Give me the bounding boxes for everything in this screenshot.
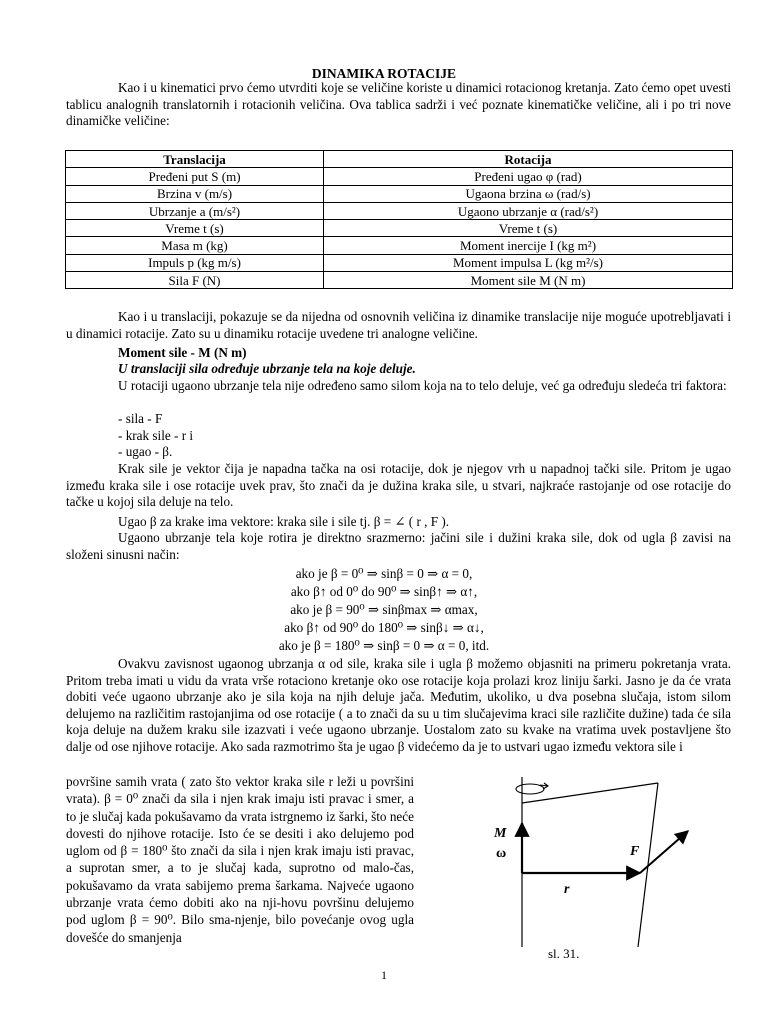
table-header-row	[66, 151, 733, 168]
header-rotation: Rotacija	[324, 151, 733, 168]
table-cell: Ugaono ubrzanje α (rad/s²)	[324, 202, 733, 219]
label-omega: ω	[496, 846, 507, 861]
equation-line: ako β↑ od 0⁰ do 90⁰ ⇒ sinβ↑ ⇒ α↑,	[290, 584, 478, 599]
door-outline	[522, 777, 658, 947]
paragraph-angle-def: Ugao β za krake ima vektore: kraka sile i sile tj. β = ∠ ( r , F ).	[118, 514, 450, 529]
table-cell: Masa m (kg)	[66, 237, 324, 254]
table-cell: Sila F (N)	[66, 272, 324, 289]
table-row	[66, 168, 733, 185]
page-title: DINAMIKA ROTACIJE	[311, 66, 457, 81]
paragraph-door-example: Ovakvu zavisnost ugaonog ubrzanja α od sile, kraka sile i ugla β možemo objasniti na primeru pokretanja vrata. Pritom treba imati u vidu da vrata vrše rotaciono kretanje oko ose rotacije koja prolazi kroz liniju šarki. Jasno je da će vrata dobiti veće ugaono ubrzanje ako je sila koja na njih deluje jača. Međutim, ukoliko, u dva posebna slučaja, istom silom delujemo na različitim rastojanjima od ose rotacije ( a to znači da su u tim slučajevima kraci sile različite dužine) tada će sila koja deluje na dužem kraku sile izazvati i veće ugaono ubrzanje. Uostalom zato su kvake na vratima uvek postavljene što dalje od ose njihove rotacije. Ako sada razmotrimo šta je ugao β videćemo da je to ustvari ugao između vektora sile i	[66, 656, 731, 754]
figure-caption: sl. 31.	[548, 946, 580, 961]
table-cell: Moment inercije I (kg m²)	[324, 237, 733, 254]
table-row	[66, 254, 733, 271]
header-translation: Translacija	[66, 151, 324, 168]
intro-paragraph: Kao i u kinematici prvo ćemo utvrditi koje se veličine koriste u dinamici rotacionog kretanja. Zato ćemo opet uvesti tablicu analognih translatornih i rotacionih veličina. Ova tablica sadrži i već poznate kinematičke veličine, ali i po tri nove dinamičke veličine:	[66, 80, 731, 128]
table-cell: Moment impulsa L (kg m²/s)	[324, 254, 733, 271]
label-r: r	[564, 882, 570, 897]
table-cell: Pređeni ugao φ (rad)	[324, 168, 733, 185]
equation-line: ako je β = 0⁰ ⇒ sinβ = 0 ⇒ α = 0,	[295, 566, 473, 581]
table-row	[66, 185, 733, 202]
equation-line: ako je β = 90⁰ ⇒ sinβmax ⇒ αmax,	[290, 602, 478, 617]
paragraph-lever-arm: Krak sile je vektor čija je napadna tačka na osi rotacije, dok je njegov vrh u napadnoj tački sile. Pritom je ugao između kraka sile i ose rotacije uvek prav, što znači da je dužina kraka sile, u stvari, najkraće rastojanje od ose rotacije do tačke u kojoj sila deluje na telo.	[66, 461, 731, 509]
table-cell: Pređeni put S (m)	[66, 168, 324, 185]
door-rotation-figure	[480, 775, 720, 965]
table-row	[66, 202, 733, 219]
page-number: 1	[381, 968, 387, 982]
table-cell: Ubrzanje a (m/s²)	[66, 202, 324, 219]
label-F: F	[630, 844, 640, 859]
table-row	[66, 272, 733, 289]
paragraph-translation: Kao i u translaciji, pokazuje se da nijedna od osnovnih veličina iz dinamike translacije nije moguće upotrebljavati i u dinamici rotacije. Zato su u dinamiku rotacije uvedene tri analogne veličine.	[66, 309, 731, 341]
table-row	[66, 220, 733, 237]
table-cell: Ugaona brzina ω (rad/s)	[324, 185, 733, 202]
equation-line: ako je β = 180⁰ ⇒ sinβ = 0 ⇒ α = 0, itd.	[278, 638, 490, 653]
table-cell: Moment sile M (N m)	[324, 272, 733, 289]
translation-rule: U translaciji sila određuje ubrzanje tela na koje deluje.	[118, 361, 416, 376]
factor-angle: - ugao - β.	[118, 444, 173, 459]
factor-force: - sila - F	[118, 411, 163, 426]
moment-heading: Moment sile - M (N m)	[118, 345, 247, 360]
force-vector	[640, 831, 688, 873]
paragraph-door-angles: površine samih vrata ( zato što vektor kraka sile r leži u površini vrata). β = 0⁰ znači da sila i njen krak imaju isti pravac i smer, a to je slučaj kada pokušavamo da vrata istrgnemo iz šarki, što neće dovesti do njihove rotacije. Isto će se desiti i ako delujemo pod uglom od β = 180⁰ što znači da sila i njen krak imaju isti pravac, a suprotan smer, a to je slučaj kada, suprotno od malo-čas, pokušavamo da vrata sabijemo prema šarkama. Najveće ugaono ubrzanje vrata ćemo dobiti ako na nji-hovu površinu delujemo pod uglom β = 90⁰. Bilo sma-njenje, bilo povećanje ovog ugla dovešće do smanjenja	[66, 774, 414, 945]
factor-arm: - krak sile - r i	[118, 428, 194, 443]
table-cell: Vreme t (s)	[66, 220, 324, 237]
table-row	[66, 237, 733, 254]
analogy-table	[65, 150, 733, 289]
table-cell: Vreme t (s)	[324, 220, 733, 237]
paragraph-proportionality: Ugaono ubrzanje tela koje rotira je direktno srazmerno: jačini sile i dužini kraka sile, dok od ugla β zavisi na složeni sinusni način:	[66, 530, 731, 562]
rotation-axis-icon	[516, 783, 548, 794]
equation-line: ako β↑ od 90⁰ do 180⁰ ⇒ sinβ↓ ⇒ α↓,	[284, 620, 484, 635]
label-M: M	[494, 826, 507, 841]
paragraph-rotation-factors: U rotaciji ugaono ubrzanje tela nije određeno samo silom koja na to telo deluje, već ga određuju sledeća tri faktora:	[118, 378, 727, 393]
table-cell: Brzina v (m/s)	[66, 185, 324, 202]
table-cell: Impuls p (kg m/s)	[66, 254, 324, 271]
